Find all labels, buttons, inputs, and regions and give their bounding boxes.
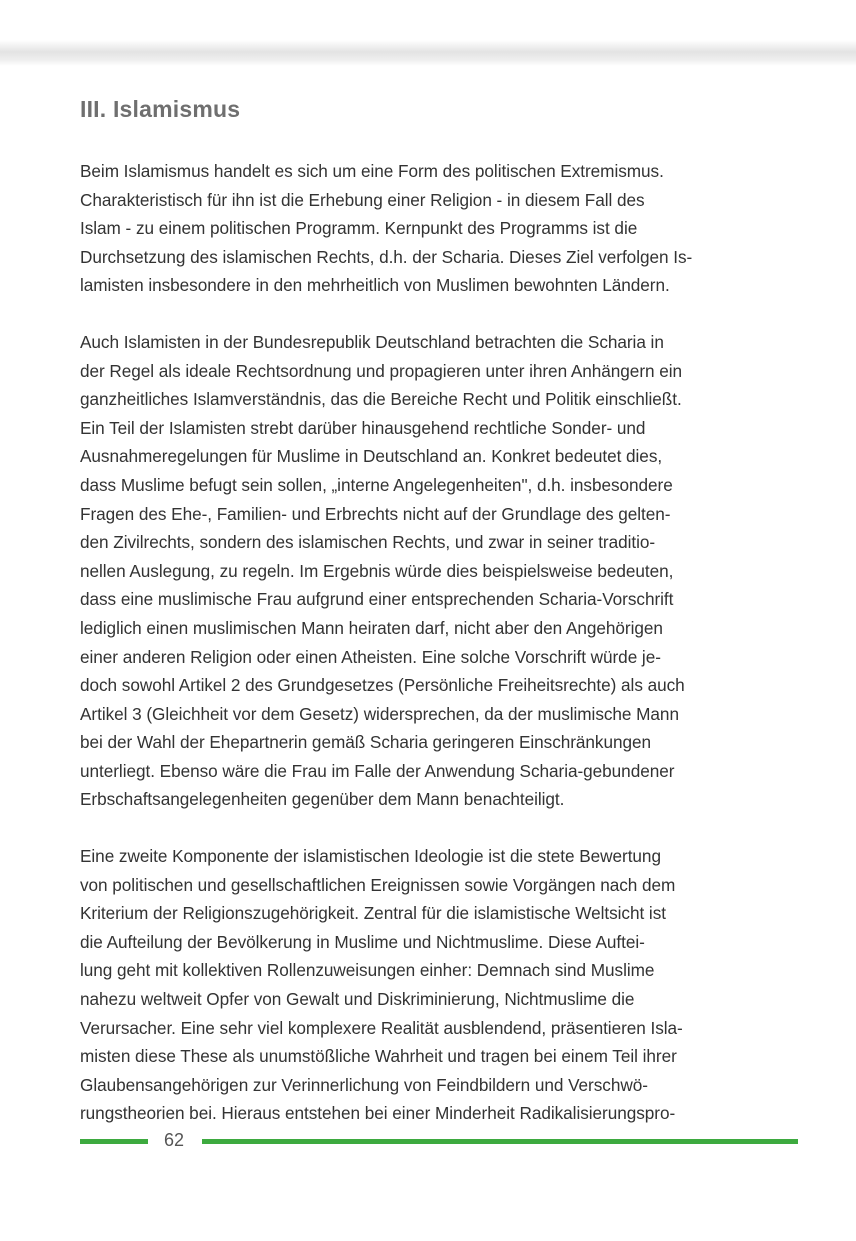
document-page [80,96,800,1156]
text-line: die Aufteilung der Bevölkerung in Muslime und Nichtmuslime. Diese Auftei- [80,931,645,952]
text-line: nahezu weltweit Opfer von Gewalt und Diskriminierung, Nichtmuslime die [80,989,635,1010]
footer-accent-bar-right [202,1139,798,1144]
text-line: lediglich einen muslimischen Mann heiraten darf, nicht aber den Angehörigen [80,617,663,638]
text-line: Erbschaftsangelegenheiten gegenüber dem Mann benachteiligt. [80,789,565,810]
text-line: doch sowohl Artikel 2 des Grundgesetzes (Persönliche Freiheitsrechte) als auch [80,675,685,696]
text-line: Auch Islamisten in der Bundesrepublik Deutschland betrachten die Scharia in [80,331,664,352]
text-line: bei der Wahl der Ehepartnerin gemäß Scharia geringeren Einschränkungen [80,732,652,753]
scan-shadow [0,0,856,66]
text-line: ganzheitliches Islamverständnis, das die Bereiche Recht und Politik einschließt. [80,389,682,410]
paragraph-1 [80,157,800,300]
text-line: misten diese These als unumstößliche Wahrheit und tragen bei einem Teil ihrer [80,1046,677,1067]
text-line: Beim Islamismus handelt es sich um eine Form des politischen Extremismus. [80,161,664,181]
section-heading: III. Islamismus [80,96,241,122]
text-line: den Zivilrechts, sondern des islamischen Rechts, und zwar in seiner traditio- [80,532,656,553]
text-line: von politischen und gesellschaftlichen Ereignissen sowie Vorgängen nach dem [80,874,676,895]
text-line: der Regel als ideale Rechtsordnung und propagieren unter ihren Anhängern ein [80,360,683,381]
text-line: unterliegt. Ebenso wäre die Frau im Falle der Anwendung Scharia-gebundener [80,760,675,781]
page-number: 62 [164,1130,185,1150]
text-line: rungstheorien bei. Hieraus entstehen bei einer Minderheit Radikalisierungspro- [80,1103,676,1124]
text-line: Durchsetzung des islamischen Rechts, d.h. der Scharia. Dieses Ziel verfolgen Is- [80,246,693,267]
text-line: Kriterium der Religionszugehörigkeit. Zentral für die islamistische Weltsicht ist [80,903,666,924]
text-line: Fragen des Ehe-, Familien- und Erbrechts nicht auf der Grundlage des gelten- [80,503,671,524]
paragraph-2 [80,328,800,814]
text-line: dass Muslime befugt sein sollen, „interne Angelegenheiten", d.h. insbesondere [80,474,673,495]
text-line: Glaubensangehörigen zur Verinnerlichung von Feindbildern und Verschwö- [80,1074,648,1095]
text-line: Ein Teil der Islamisten strebt darüber hinausgehend rechtliche Sonder- und [80,417,646,438]
page-footer [80,1130,800,1152]
text-line: nellen Auslegung, zu regeln. Im Ergebnis würde dies beispielsweise bedeuten, [80,560,674,581]
text-line: lamisten insbesondere in den mehrheitlich von Muslimen bewohnten Ländern. [80,275,670,296]
footer-accent-bar-left [80,1139,148,1144]
text-line: Verursacher. Eine sehr viel komplexere Realität ausblendend, präsentieren Isla- [80,1017,683,1038]
text-line: Charakteristisch für ihn ist die Erhebung einer Religion - in diesem Fall des [80,189,645,210]
text-line: dass eine muslimische Frau aufgrund einer entsprechenden Scharia-Vorschrift [80,589,674,610]
paragraph-3 [80,842,800,1128]
text-line: Islam - zu einem politischen Programm. Kernpunkt des Programms ist die [80,218,638,239]
text-line: Eine zweite Komponente der islamistischen Ideologie ist die stete Bewertung [80,846,661,867]
text-line: einer anderen Religion oder einen Atheisten. Eine solche Vorschrift würde je- [80,646,661,667]
text-line: Artikel 3 (Gleichheit vor dem Gesetz) widersprechen, da der muslimische Mann [80,703,679,724]
text-line: lung geht mit kollektiven Rollenzuweisungen einher: Demnach sind Muslime [80,960,655,981]
text-line: Ausnahmeregelungen für Muslime in Deutschland an. Konkret bedeutet dies, [80,446,663,467]
